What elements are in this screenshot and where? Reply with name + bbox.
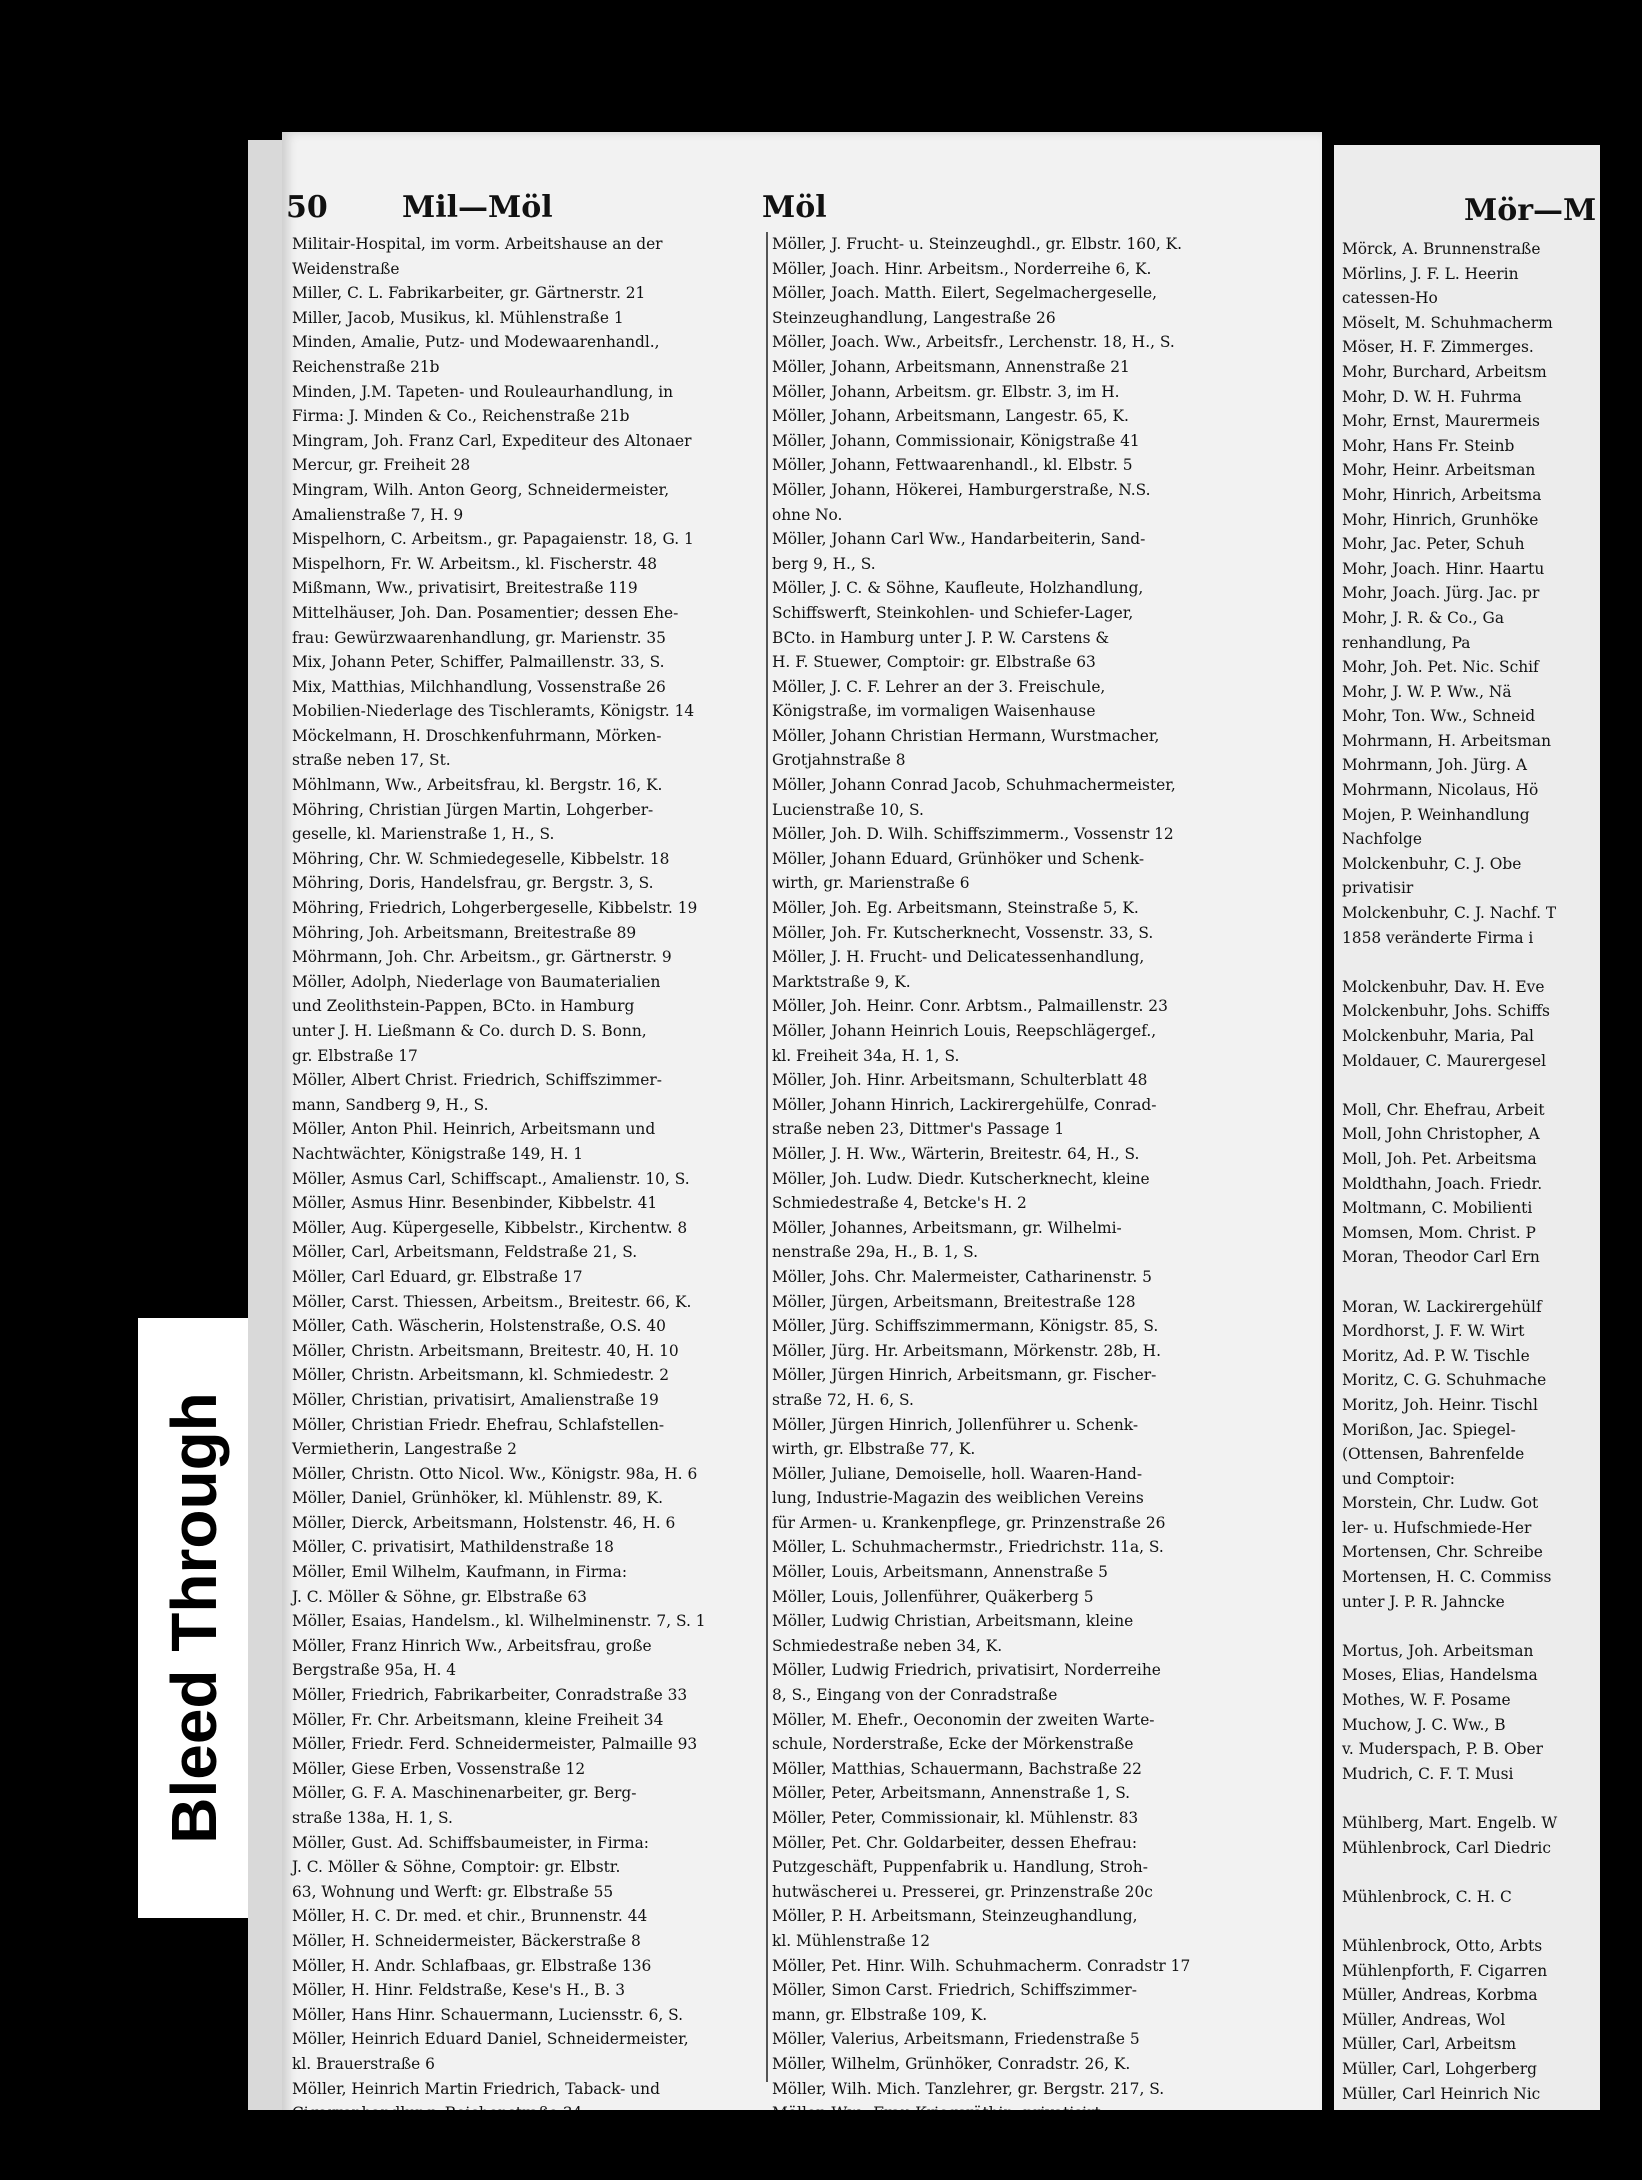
bleed-through-text: Bleed Through [158, 1392, 230, 1844]
directory-entry-line: gr. Elbstraße 17 [292, 1046, 418, 1065]
directory-page [282, 132, 1322, 2122]
directory-entry-line [1342, 1786, 1642, 1811]
directory-entry-line: Möller, Johann, Arbeitsmann, Annenstraße 21 [772, 357, 1130, 376]
header-center: Möl [762, 190, 827, 225]
directory-entry-line: Amalienstraße 7, H. 9 [292, 505, 464, 524]
directory-entry-line: Mix, Matthias, Milchhandlung, Vossenstraße 26 [292, 677, 666, 696]
directory-entry-line: Möller, Asmus Carl, Schiffscapt., Amalienstr. 10, S. [292, 1169, 690, 1188]
directory-entry-line: Möller, Carl, Arbeitsmann, Feldstraße 21, S. [292, 1243, 638, 1262]
header-right: Mör—M [1464, 193, 1597, 228]
directory-entry-line: Moran, W. Lackirergehülf [1342, 1297, 1542, 1316]
directory-entry-line: Möhrmann, Joh. Chr. Arbeitsm., gr. Gärtnerstr. 9 [292, 948, 672, 967]
directory-entry-line: hutwäscherei u. Presserei, gr. Prinzenstraße 20c [772, 1882, 1153, 1901]
directory-entry-line: Möller, L. Schuhmachermstr., Friedrichstr. 11a, S. [772, 1538, 1164, 1557]
directory-entry-line: Möller, Jürgen Hinrich, Arbeitsmann, gr. Fischer- [772, 1366, 1157, 1385]
directory-entry-line: (Ottensen, Bahrenfelde [1342, 1445, 1525, 1464]
directory-entry-line: frau: Gewürzwaarenhandlung, gr. Marienstr. 35 [292, 628, 666, 647]
directory-entry-line: Molckenbuhr, C. J. Obe [1342, 854, 1522, 873]
directory-entry-line: Möller, Heinrich Martin Friedrich, Taback- und [292, 2079, 660, 2098]
directory-entry-line: Möller, J. H. Frucht- und Delicatessenhandlung, [772, 948, 1145, 967]
directory-entry-line: Mörck, A. Brunnenstraße [1342, 240, 1541, 258]
directory-entry-line: Möller, Louis, Jollenführer, Quäkerberg 5 [772, 1587, 1094, 1606]
directory-entry-line: Möller, Louis, Arbeitsmann, Annenstraße 5 [772, 1563, 1108, 1582]
directory-entry-line: Mohr, Hinrich, Grunhöke [1342, 510, 1539, 529]
directory-entry-line: Mohr, Hans Fr. Steinb [1342, 436, 1515, 455]
directory-entry-line: Möller, Christian Friedr. Ehefrau, Schlafstellen- [292, 1415, 665, 1434]
directory-entry-line: Moll, Joh. Pet. Arbeitsma [1342, 1149, 1537, 1168]
directory-entry-line: Möller, Aug. Küpergeselle, Kibbelstr., Kirchentw. 8 [292, 1218, 688, 1237]
directory-entry-line: Mohrmann, Joh. Jürg. A [1342, 756, 1527, 775]
directory-entry-line: Königstraße, im vormaligen Waisenhause [772, 702, 1096, 721]
directory-entry-line: Möller, Simon Carst. Friedrich, Schiffszimmer- [772, 1981, 1137, 2000]
directory-entry-line: Mohr, J. R. & Co., Ga [1342, 608, 1505, 627]
directory-entry-line: Mudrich, C. F. T. Musi [1342, 1764, 1514, 1783]
directory-entry-line: Müller, Carl, Arbeitsm [1342, 2035, 1517, 2054]
directory-entry-line: Müller, Carl, Lohgerberg [1342, 2059, 1537, 2078]
directory-entry-line: Molckenbuhr, Dav. H. Eve [1342, 977, 1545, 996]
directory-entry-line: Möller, Pet. Hinr. Wilh. Schuhmacherm. Conradstr 17 [772, 1956, 1191, 1975]
directory-entry-line: Möller, Johann, Fettwaarenhandl., kl. Elbstr. 5 [772, 456, 1133, 475]
directory-entry-line: Möller, Gust. Ad. Schiffsbaumeister, in Firma: [292, 1833, 649, 1852]
directory-entry-line: Mix, Johann Peter, Schiffer, Palmaillenstr. 33, S. [292, 653, 665, 672]
directory-entry-line: Möller, Joach. Ww., Arbeitsfr., Lerchenstr. 18, H., S. [772, 333, 1175, 352]
directory-entry-line: Möhring, Christian Jürgen Martin, Lohgerber- [292, 800, 654, 819]
directory-entry-line: 1858 veränderte Firma i [1342, 928, 1534, 947]
directory-entry-line: Möller, Joh. Fr. Kutscherknecht, Vossenstr. 33, S. [772, 923, 1154, 942]
directory-entry-line: Möller, Pet. Chr. Goldarbeiter, dessen Ehefrau: [772, 1833, 1138, 1852]
directory-entry-line: Moldthahn, Joach. Friedr. [1342, 1174, 1543, 1193]
directory-entry-line: Moll, John Christopher, A [1342, 1125, 1540, 1144]
directory-entry-line: Möller, Johann Heinrich Louis, Reepschlägergef., [772, 1022, 1157, 1040]
directory-entry-line: Miller, C. L. Fabrikarbeiter, gr. Gärtnerstr. 21 [292, 284, 646, 303]
directory-entry-line: Morstein, Chr. Ludw. Got [1342, 1494, 1539, 1513]
directory-entry-line: Minden, J.M. Tapeten- und Rouleaurhandlung, in [292, 382, 674, 401]
directory-entry-line: Firma: J. Minden & Co., Reichenstraße 21b [292, 407, 630, 426]
right-column [1342, 237, 1642, 2180]
directory-entry-line: Möller, Christian, privatisirt, Amalienstraße 19 [292, 1390, 659, 1409]
directory-entry-line: Möller, Christn. Arbeitsmann, Breitestr. 40, H. 10 [292, 1341, 679, 1360]
directory-entry-line: Möller, Emil Wilhelm, Kaufmann, in Firma: [292, 1563, 628, 1582]
directory-entry-line: Möller, Peter, Commissionair, kl. Mühlenstr. 83 [772, 1809, 1139, 1827]
directory-entry-line: Mortensen, Chr. Schreibe [1342, 1543, 1543, 1562]
directory-entry-line: Mörlins, J. F. L. Heerin [1342, 264, 1519, 283]
directory-entry-line: unter J. P. R. Jahncke [1342, 1592, 1505, 1611]
directory-entry-line: straße neben 23, Dittmer's Passage 1 [772, 1120, 1065, 1139]
directory-entry-line [1342, 950, 1642, 975]
directory-entry-line: Möller, M. Ehefr., Oeconomin der zweiten Warte- [772, 1710, 1155, 1729]
directory-entry-line: Möller, Daniel, Grünhöker, kl. Mühlenstr. 89, K. [292, 1489, 663, 1508]
directory-entry-line: Mothes, W. F. Posame [1342, 1691, 1511, 1710]
directory-entry-line: und Zeolithstein-Pappen, BCto. in Hamburg [292, 997, 635, 1016]
directory-entry-line: J. C. Möller & Söhne, gr. Elbstraße 63 [292, 1587, 587, 1606]
directory-entry-line: wirth, gr. Elbstraße 77, K. [772, 1440, 976, 1459]
directory-entry-line: Möller, Cath. Wäscherin, Holstenstraße, O.S. 40 [292, 1317, 666, 1336]
directory-entry-line: Mohrmann, Nicolaus, Hö [1342, 781, 1539, 800]
directory-entry-line: straße 72, H. 6, S. [772, 1390, 914, 1409]
directory-entry-line: Mohr, Jac. Peter, Schuh [1342, 535, 1525, 554]
directory-entry-line: Grotjahnstraße 8 [772, 751, 906, 770]
directory-entry-line [1342, 1073, 1642, 1098]
directory-entry-line: Mispelhorn, Fr. W. Arbeitsm., kl. Fischerstr. 48 [292, 554, 658, 573]
directory-entry-line: Vermietherin, Langestraße 2 [292, 1440, 517, 1459]
directory-entry-line: Mispelhorn, C. Arbeitsm., gr. Papagaienstr. 18, G. 1 [292, 530, 694, 549]
directory-entry-line: Moritz, Ad. P. W. Tischle [1342, 1346, 1530, 1365]
directory-entry-line: ler- u. Hufschmiede-Her [1342, 1518, 1532, 1537]
directory-entry-line: Mortensen, H. C. Commiss [1342, 1568, 1552, 1587]
directory-entry-line: Möller, Heinrich Eduard Daniel, Schneidermeister, [292, 2030, 689, 2049]
directory-entry-line: Möller, Johs. Chr. Malermeister, Catharinenstr. 5 [772, 1267, 1152, 1286]
directory-entry-line: Moses, Elias, Handelsma [1342, 1666, 1538, 1685]
directory-entry-line: Möhring, Doris, Handelsfrau, gr. Bergstr. 3, S. [292, 874, 654, 893]
directory-entry-line: Weidenstraße [292, 259, 400, 278]
directory-entry-line: Reichenstraße 21b [292, 357, 440, 376]
directory-entry-line: mann, gr. Elbstraße 109, K. [772, 2005, 988, 2024]
directory-entry-line: Möller, H. C. Dr. med. et chir., Brunnenstr. 44 [292, 1907, 648, 1926]
directory-entry-line: Mohr, Joach. Hinr. Haartu [1342, 559, 1545, 578]
column-divider [766, 232, 768, 2082]
directory-entry-line: Möller, J. Frucht- u. Steinzeughdl., gr. Elbstr. 160, K. [772, 235, 1183, 253]
directory-entry-line: ohne No. [772, 505, 843, 524]
directory-entry-line: Militair-Hospital, im vorm. Arbeitshause an der [292, 235, 663, 253]
directory-entry-line [1342, 1909, 1642, 1934]
directory-entry-line: Möller, Esaias, Handelsm., kl. Wilhelminenstr. 7, S. 1 [292, 1612, 706, 1631]
directory-entry-line: unter J. H. Ließmann & Co. durch D. S. Bonn, [292, 1022, 647, 1040]
directory-entry-line: Mißmann, Ww., privatisirt, Breitestraße 119 [292, 579, 638, 598]
bleed-through-label [138, 1318, 250, 1918]
directory-entry-line: Möller, Jürgen Hinrich, Jollenführer u. Schenk- [772, 1415, 1139, 1434]
directory-entry-line: Möller, Joh. Eg. Arbeitsmann, Steinstraße 5, K. [772, 899, 1139, 918]
directory-entry-line: Möhring, Joh. Arbeitsmann, Breitestraße 89 [292, 923, 637, 942]
directory-entry-line: Momsen, Mom. Christ. P [1342, 1223, 1536, 1242]
directory-entry-line: Möller, Johannes, Arbeitsmann, gr. Wilhelmi- [772, 1218, 1122, 1237]
directory-entry-line: Moldauer, C. Maurergesel [1342, 1051, 1547, 1070]
directory-entry-line [1342, 1270, 1642, 1295]
directory-entry-line: Möller, G. F. A. Maschinenarbeiter, gr. Berg- [292, 1784, 637, 1803]
directory-entry-line: kl. Brauerstraße 6 [292, 2054, 435, 2073]
header-left: Mil—Möl [402, 190, 553, 225]
directory-entry-line: Möller, Matthias, Schauermann, Bachstraße 22 [772, 1759, 1142, 1778]
directory-entry-line: Mortus, Joh. Arbeitsman [1342, 1641, 1534, 1660]
directory-entry-line: Möller, Carst. Thiessen, Arbeitsm., Breitestr. 66, K. [292, 1292, 692, 1311]
directory-entry-line: Möller, P. H. Arbeitsmann, Steinzeughandlung, [772, 1907, 1138, 1926]
directory-entry-line: Nachfolge [1342, 830, 1423, 849]
directory-entry-line: Moritz, C. G. Schuhmache [1342, 1371, 1547, 1390]
directory-entry-line: Molckenbuhr, Johs. Schiffs [1342, 1002, 1550, 1021]
directory-entry-line: Moltmann, C. Mobilienti [1342, 1199, 1533, 1218]
directory-entry-line: Müller, Andreas, Korbma [1342, 1986, 1538, 2005]
directory-entry-line: privatisir [1342, 879, 1414, 898]
directory-entry-line: Möller, Jürgen, Arbeitsmann, Breitestraße 128 [772, 1292, 1136, 1311]
directory-entry-line: v. Muderspach, P. B. Ober [1342, 1740, 1543, 1759]
directory-entry-line: Mobilien-Niederlage des Tischleramts, Königstr. 14 [292, 702, 695, 721]
directory-entry-line: Möller, Johann Conrad Jacob, Schuhmachermeister, [772, 776, 1176, 795]
directory-entry-line: Möller, Johann Hinrich, Lackirergehülfe, Conrad- [772, 1095, 1157, 1114]
directory-entry-line: Morißon, Jac. Spiegel- [1342, 1420, 1516, 1439]
directory-entry-line: für Armen- u. Krankenpflege, gr. Prinzenstraße 26 [772, 1513, 1166, 1532]
directory-entry-line: Mohr, Burchard, Arbeitsm [1342, 362, 1547, 381]
directory-entry-line: schule, Norderstraße, Ecke der Mörkenstraße [772, 1735, 1134, 1754]
directory-entry-line: BCto. in Hamburg unter J. P. W. Carstens & [772, 628, 1110, 647]
directory-entry-line: Möller, J. H. Ww., Wärterin, Breitestr. 64, H., S. [772, 1144, 1140, 1163]
directory-entry-line: Möller, Franz Hinrich Ww., Arbeitsfrau, große [292, 1636, 652, 1655]
directory-entry-line: Möller, Christn. Arbeitsmann, kl. Schmiedestr. 2 [292, 1366, 670, 1385]
directory-entry-line: Möller, Friedr. Ferd. Schneidermeister, Palmaille 93 [292, 1735, 698, 1754]
directory-entry-line: Möller, Carl Eduard, gr. Elbstraße 17 [292, 1267, 583, 1286]
directory-entry-line: Schmiedestraße neben 34, K. [772, 1636, 1003, 1655]
directory-entry-line: Mittelhäuser, Joh. Dan. Posamentier; dessen Ehe- [292, 603, 679, 622]
directory-entry-line: Möller, Johann, Arbeitsm. gr. Elbstr. 3, im H. [772, 382, 1120, 401]
directory-entry-line: Müller, Carl Heinrich Nic [1342, 2084, 1541, 2103]
directory-entry-line: Möselt, M. Schuhmacherm [1342, 313, 1553, 332]
directory-entry-line: Mohr, Joh. Pet. Nic. Schif [1342, 658, 1539, 677]
directory-entry-line: Möller, Friedrich, Fabrikarbeiter, Conradstraße 33 [292, 1686, 688, 1705]
directory-entry-line: Möller, Joach. Matth. Eilert, Segelmachergeselle, [772, 284, 1157, 303]
directory-entry-line: Steinzeughandlung, Langestraße 26 [772, 308, 1056, 327]
directory-entry-line: Möhlmann, Ww., Arbeitsfrau, kl. Bergstr. 16, K. [292, 776, 663, 795]
directory-entry-line: Mohr, Ernst, Maurermeis [1342, 412, 1540, 431]
directory-entry-line: Möhring, Friedrich, Lohgerbergeselle, Kibbelstr. 19 [292, 899, 698, 918]
directory-entry-line: Moll, Chr. Ehefrau, Arbeit [1342, 1100, 1545, 1119]
directory-entry-line: Möser, H. F. Zimmerges. [1342, 338, 1534, 357]
directory-entry-line: Schmiedestraße 4, Betcke's H. 2 [772, 1194, 1027, 1213]
directory-entry-line [1342, 1860, 1642, 1885]
directory-entry-line: kl. Mühlenstraße 12 [772, 1931, 931, 1950]
directory-entry-line: Miller, Jacob, Musikus, kl. Mühlenstraße 1 [292, 308, 624, 327]
directory-entry-line: Möller, Albert Christ. Friedrich, Schiffszimmer- [292, 1071, 662, 1090]
directory-entry-line: Mühlenpforth, F. Cigarren [1342, 1961, 1548, 1980]
directory-entry-line: Möckelmann, H. Droschkenfuhrmann, Mörken- [292, 726, 662, 745]
directory-entry-line: Nachtwächter, Königstraße 149, H. 1 [292, 1144, 584, 1163]
directory-entry-line: Mingram, Wilh. Anton Georg, Schneidermeister, [292, 480, 670, 499]
directory-entry-line: Molckenbuhr, Maria, Pal [1342, 1027, 1534, 1045]
directory-entry-line: mann, Sandberg 9, H., S. [292, 1095, 489, 1114]
directory-entry-line: Möller, Johann, Hökerei, Hamburgerstraße, N.S. [772, 480, 1151, 499]
directory-entry-line: Mohr, D. W. H. Fuhrma [1342, 387, 1522, 406]
directory-entry-line: und Comptoir: [1342, 1469, 1455, 1488]
directory-entry-line: Möller, Wilh. Mich. Tanzlehrer, gr. Bergstr. 217, S. [772, 2079, 1165, 2098]
directory-entry-line: Möller, Jürg. Hr. Arbeitsmann, Mörkenstr. 28b, H. [772, 1341, 1161, 1360]
directory-entry-line: Möller, H. Andr. Schlafbaas, gr. Elbstraße 136 [292, 1956, 652, 1975]
directory-entry-line: Möller, Wilhelm, Grünhöker, Conradstr. 26, K. [772, 2054, 1131, 2073]
directory-entry-line: nenstraße 29a, H., B. 1, S. [772, 1243, 979, 1262]
directory-entry-line: Möller, Johann Christian Hermann, Wurstmacher, [772, 726, 1160, 745]
page-number: 50 [286, 190, 328, 225]
directory-entry-line: Mühlberg, Mart. Engelb. W [1342, 1814, 1558, 1832]
directory-entry-line: Möller, Hans Hinr. Schauermann, Luciensstr. 6, S. [292, 2005, 684, 2024]
directory-entry-line: Mohr, Ton. Ww., Schneid [1342, 707, 1536, 726]
directory-entry-line: Marktstraße 9, K. [772, 972, 911, 991]
directory-entry-line: renhandlung, Pa [1342, 633, 1471, 652]
directory-entry-line: Möller, Joh. Hinr. Arbeitsmann, Schulterblatt 48 [772, 1071, 1148, 1090]
directory-entry-line: Müller, Andreas, Wol [1342, 2010, 1506, 2029]
directory-entry-line: Möller, Christn. Otto Nicol. Ww., Königstr. 98a, H. 6 [292, 1464, 698, 1483]
middle-column [772, 232, 1258, 2175]
directory-entry-line: Möller, Dierck, Arbeitsmann, Holstenstr. 46, H. 6 [292, 1513, 676, 1532]
directory-entry-line: geselle, kl. Marienstraße 1, H., S. [292, 825, 555, 844]
directory-entry-line: wirth, gr. Marienstraße 6 [772, 874, 970, 893]
directory-entry-line: lung, Industrie-Magazin des weiblichen Vereins [772, 1489, 1144, 1508]
directory-entry-line: Möller, J. C. & Söhne, Kaufleute, Holzhandlung, [772, 579, 1144, 598]
directory-entry-line: Möller, Adolph, Niederlage von Baumaterialien [292, 972, 661, 991]
directory-entry-line: Mojen, P. Weinhandlung [1342, 805, 1530, 824]
directory-entry-line: Mohr, Hinrich, Arbeitsma [1342, 485, 1542, 504]
directory-entry-line: Schiffswerft, Steinkohlen- und Schiefer-Lager, [772, 603, 1134, 622]
directory-entry-line: Möller, Joh. Heinr. Conr. Arbtsm., Palmaillenstr. 23 [772, 997, 1168, 1016]
directory-entry-line: J. C. Möller & Söhne, Comptoir: gr. Elbstr. [292, 1858, 621, 1877]
directory-entry-line: Möller, Johann, Commissionair, Königstraße 41 [772, 431, 1140, 450]
directory-entry-line: Möller, Valerius, Arbeitsmann, Friedenstraße 5 [772, 2030, 1140, 2049]
directory-entry-line: Möller, C. privatisirt, Mathildenstraße 18 [292, 1538, 614, 1557]
directory-entry-line: Möller, Fr. Chr. Arbeitsmann, kleine Freiheit 34 [292, 1710, 664, 1729]
directory-entry-line: catessen-Ho [1342, 289, 1438, 308]
directory-entry-line: Moritz, Joh. Heinr. Tischl [1342, 1395, 1538, 1414]
directory-entry-line: Möller, H. Hinr. Feldstraße, Kese's H., B. 3 [292, 1981, 626, 2000]
directory-entry-line: Möller, Jürg. Schiffszimmermann, Königstr. 85, S. [772, 1317, 1159, 1336]
scan-background [0, 2110, 1600, 2177]
directory-entry-line: Lucienstraße 10, S. [772, 800, 924, 819]
directory-entry-line: Möller, Peter, Arbeitsmann, Annenstraße 1, S. [772, 1784, 1131, 1803]
directory-entry-line: Möller, H. Schneidermeister, Bäckerstraße 8 [292, 1931, 641, 1950]
directory-entry-line: Mercur, gr. Freiheit 28 [292, 456, 471, 475]
directory-entry-line: Möller, Johann Carl Ww., Handarbeiterin, Sand- [772, 530, 1146, 549]
directory-entry-line: Möller, Ludwig Friedrich, privatisirt, Norderreihe [772, 1661, 1161, 1680]
directory-entry-line: straße neben 17, St. [292, 751, 451, 770]
directory-entry-line: Mühlenbrock, Otto, Arbts [1342, 1936, 1543, 1955]
directory-entry-line: Mühlenbrock, Carl Diedric [1342, 1838, 1551, 1857]
directory-entry-line [1342, 1614, 1642, 1639]
directory-entry-line: Mohr, Joach. Jürg. Jac. pr [1342, 584, 1540, 603]
directory-entry-line: Muchow, J. C. Ww., B [1342, 1715, 1506, 1734]
directory-entry-line: Möller, Joh. D. Wilh. Schiffszimmerm., Vossenstr 12 [772, 825, 1174, 844]
directory-entry-line: Mohrmann, H. Arbeitsman [1342, 731, 1551, 750]
directory-entry-line: Möller, Juliane, Demoiselle, holl. Waaren-Hand- [772, 1464, 1143, 1483]
directory-entry-line: Mingram, Joh. Franz Carl, Expediteur des Altonaer [292, 431, 692, 450]
directory-entry-line: Mordhorst, J. F. W. Wirt [1342, 1322, 1525, 1341]
directory-entry-line: Möller, Joach. Hinr. Arbeitsm., Norderreihe 6, K. [772, 259, 1152, 278]
directory-entry-line: Mohr, Heinr. Arbeitsman [1342, 461, 1536, 480]
directory-entry-line: Putzgeschäft, Puppenfabrik u. Handlung, Stroh- [772, 1858, 1148, 1877]
directory-entry-line: kl. Freiheit 34a, H. 1, S. [772, 1046, 960, 1065]
left-column [292, 232, 764, 2175]
next-page [1334, 145, 1600, 2115]
directory-entry-line: berg 9, H., S. [772, 554, 876, 573]
directory-entry-line: Möller, Giese Erben, Vossenstraße 12 [292, 1759, 586, 1778]
directory-entry-line: Mühlenbrock, C. H. C [1342, 1887, 1512, 1906]
directory-entry-line: Moran, Theodor Carl Ern [1342, 1248, 1540, 1267]
directory-entry-line: Minden, Amalie, Putz- und Modewaarenhandl., [292, 333, 660, 352]
directory-entry-line: Möller, Johann Eduard, Grünhöker und Schenk- [772, 849, 1145, 868]
directory-entry-line: straße 138a, H. 1, S. [292, 1809, 453, 1827]
directory-entry-line: 63, Wohnung und Werft: gr. Elbstraße 55 [292, 1882, 614, 1901]
directory-entry-line: Bergstraße 95a, H. 4 [292, 1661, 457, 1680]
directory-entry-line: Möller, Joh. Ludw. Diedr. Kutscherknecht, kleine [772, 1169, 1150, 1188]
directory-entry-line: Möhring, Chr. W. Schmiedegeselle, Kibbelstr. 18 [292, 849, 670, 868]
directory-entry-line: Möller, Ludwig Christian, Arbeitsmann, kleine [772, 1612, 1134, 1631]
directory-entry-line: Möller, J. C. F. Lehrer an der 3. Freischule, [772, 677, 1106, 696]
directory-entry-line: Molckenbuhr, C. J. Nachf. T [1342, 904, 1557, 923]
directory-entry-line: Mohr, J. W. P. Ww., Nä [1342, 682, 1512, 701]
directory-entry-line: Möller, Anton Phil. Heinrich, Arbeitsmann und [292, 1120, 656, 1139]
directory-entry-line: Möller, Asmus Hinr. Besenbinder, Kibbelstr. 41 [292, 1194, 658, 1213]
directory-entry-line: H. F. Stuewer, Comptoir: gr. Elbstraße 63 [772, 653, 1096, 672]
directory-entry-line: Möller, Johann, Arbeitsmann, Langestr. 65, K. [772, 407, 1129, 426]
directory-entry-line: 8, S., Eingang von der Conradstraße [772, 1686, 1058, 1705]
